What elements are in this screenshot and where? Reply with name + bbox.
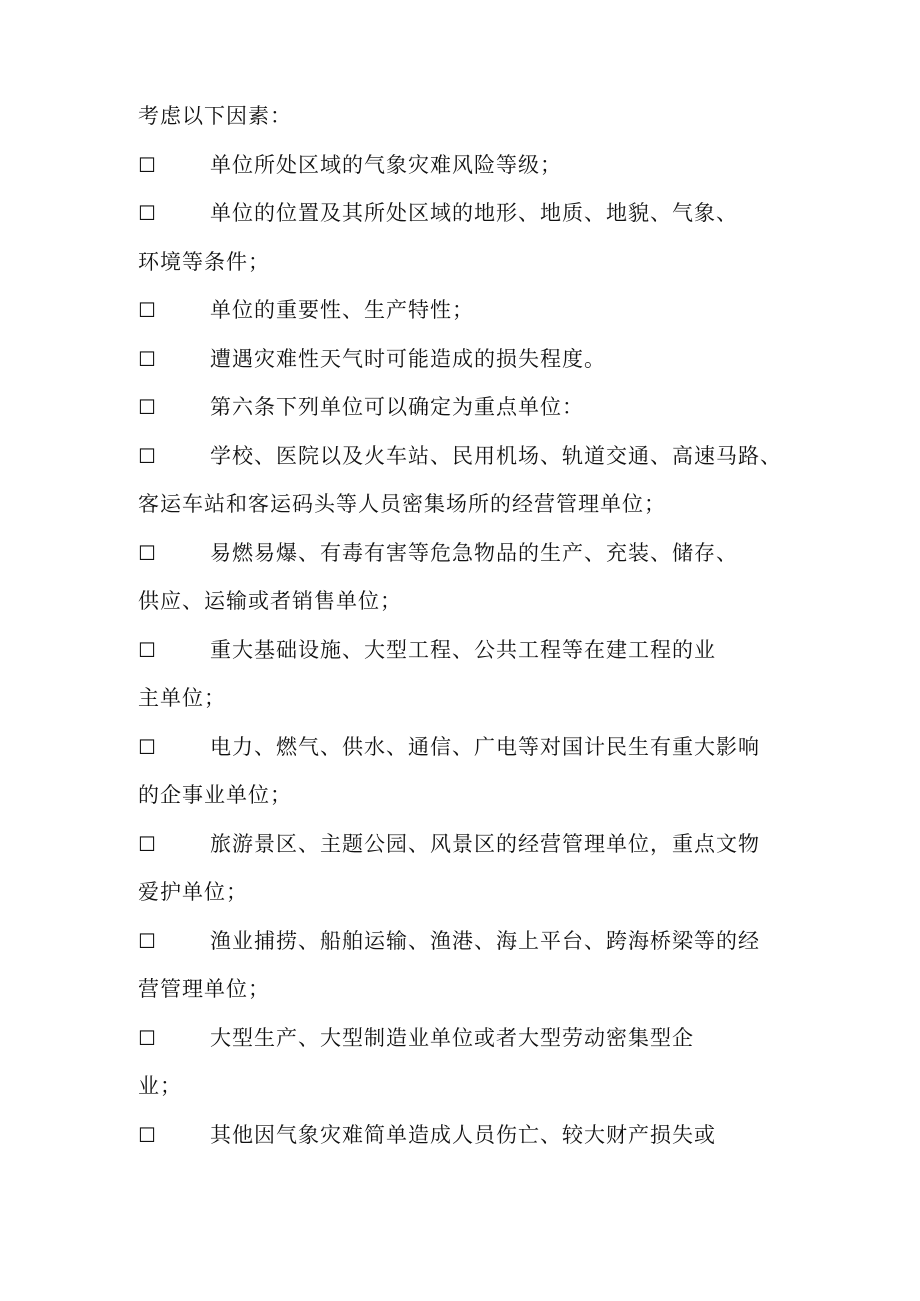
intro-line: 考虑以下因素：	[138, 104, 292, 128]
checkbox-icon: ☐	[138, 831, 157, 856]
item-text: 其他因气象灾难简单造成人员伤亡、较大财产损失或	[210, 1122, 716, 1147]
item-continuation: 的企事业单位；	[138, 783, 292, 807]
item-text: 遭遇灾难性天气时可能造成的损失程度。	[210, 346, 606, 371]
item-text: 渔业捕捞、船舶运输、渔港、海上平台、跨海桥梁等的经	[210, 928, 760, 953]
list-item	[138, 917, 788, 966]
list-item	[138, 820, 788, 869]
item-text: 电力、燃气、供水、通信、广电等对国计民生有重大影响	[210, 734, 760, 759]
item-text: 第六条下列单位可以确定为重点单位：	[210, 395, 584, 419]
checkbox-icon: ☐	[138, 1122, 157, 1147]
checkbox-icon: ☐	[138, 346, 157, 371]
list-item	[138, 189, 788, 238]
list-item	[138, 286, 788, 335]
checkbox-icon: ☐	[138, 928, 157, 953]
item-text: 单位的位置及其所处区域的地形、地质、地貌、气象、	[210, 201, 738, 225]
list-item	[138, 383, 788, 432]
item-continuation: 环境等条件；	[138, 249, 270, 274]
item-continuation: 营管理单位；	[138, 977, 270, 1001]
item-continuation: 供应、运输或者销售单位；	[138, 589, 402, 613]
checkbox-icon: ☐	[138, 637, 157, 662]
checkbox-icon: ☐	[138, 540, 157, 565]
checkbox-icon: ☐	[138, 201, 157, 225]
checkbox-icon: ☐	[138, 1025, 157, 1050]
list-item	[138, 1014, 788, 1063]
item-text: 单位的重要性、生产特性；	[210, 298, 474, 322]
checkbox-icon: ☐	[138, 152, 157, 177]
list-item	[138, 626, 788, 675]
item-text: 易燃易爆、有毒有害等危急物品的生产、充装、储存、	[210, 540, 738, 565]
item-text: 大型生产、大型制造业单位或者大型劳动密集型企	[210, 1025, 694, 1050]
item-text: 重大基础设施、大型工程、公共工程等在建工程的业	[210, 637, 716, 662]
list-item	[138, 723, 788, 772]
item-continuation: 客运车站和客运码头等人员密集场所的经营管理单位；	[138, 492, 666, 516]
list-item	[138, 1111, 788, 1160]
checkbox-icon: ☐	[138, 734, 157, 759]
list-item	[138, 432, 788, 481]
checkbox-icon: ☐	[138, 395, 157, 419]
list-item	[138, 335, 788, 384]
item-continuation: 主单位；	[138, 686, 226, 710]
list-item	[138, 529, 788, 578]
list-item	[138, 141, 788, 190]
item-text: 单位所处区域的气象灾难风险等级；	[210, 152, 562, 177]
item-text: 旅游景区、主题公园、风景区的经营管理单位，重点文物	[210, 831, 760, 856]
checkbox-icon: ☐	[138, 443, 157, 468]
document-body	[138, 92, 788, 1159]
item-text: 学校、医院以及火车站、民用机场、轨道交通、高速马路、	[210, 443, 782, 468]
checkbox-icon: ☐	[138, 298, 157, 322]
item-continuation: 爱护单位；	[138, 880, 248, 904]
item-continuation: 业；	[138, 1074, 182, 1098]
